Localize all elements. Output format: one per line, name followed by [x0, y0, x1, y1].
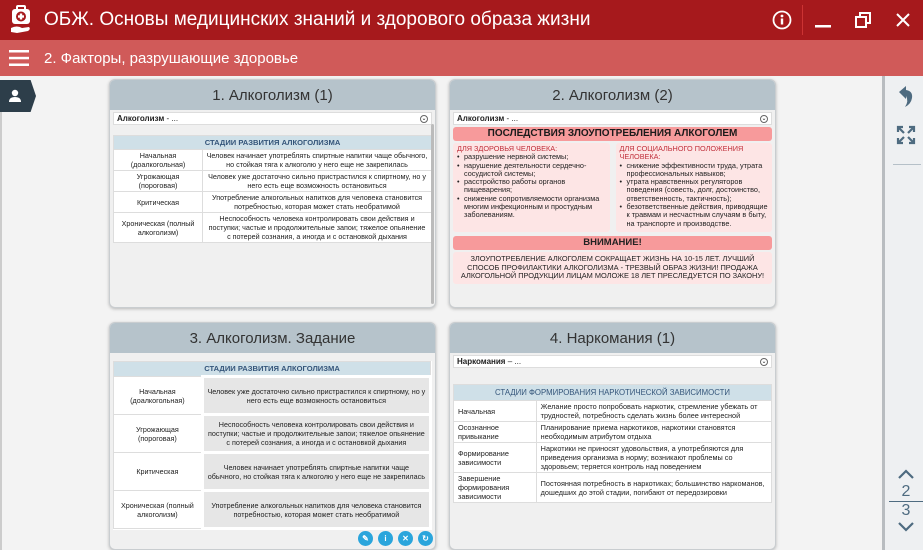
desc-cell: Человек начинает употреблять спиртные напитки чаще обычного, но стойкая тяга к алкоголю у него еще не закрепилась — [203, 150, 432, 171]
chevron-down-icon: ⌄ — [761, 115, 767, 122]
desc-cell: Планирование приема наркотиков, наркотики становятся необходимым атрибутом отдыха — [536, 422, 771, 443]
hint-icon: i — [384, 534, 387, 543]
draggable-answer[interactable]: Человек уже достаточно сильно пристрастился к спиртному, но у него есть еще возможность остановиться — [202, 377, 430, 415]
draggable-answer[interactable]: Человек начинает употреблять спиртные напитки чаще обычного, но стойкая тяга к алкоголю у него еще не закрепилась — [202, 453, 430, 491]
section-title: 2. Факторы, разрушающие здоровье — [44, 49, 299, 67]
table-header: СТАДИИ РАЗВИТИЯ АЛКОГОЛИЗМА — [114, 362, 431, 377]
close-button[interactable] — [883, 0, 923, 40]
minimize-button[interactable] — [803, 0, 843, 40]
card-title: 2. Алкоголизм (2) — [450, 80, 775, 110]
desc-cell: Желание просто попробовать наркотик, стремление убежать от трудностей, потребность сделать жизнь более интересной — [536, 401, 771, 422]
stage-cell: Критическая — [114, 453, 203, 491]
back-button[interactable] — [893, 84, 919, 110]
warning-text: ЗЛОУПОТРЕБЛЕНИЕ АЛКОГОЛЕМ СОКРАЩАЕТ ЖИЗНЬ НА 10-15 ЛЕТ. ЛУЧШИЙ СПОСОБ ПРОФИЛАКТИКИ АЛКОГОЛИЗМА - ТРЕЗВЫЙ ОБРАЗ ЖИЗНИ! ПРОДАЖА АЛКОГОЛЬНОЙ ПРОДУКЦИИ ЛИЦАМ МОЛОЖЕ 18 ЛЕТ ПРЕСЛЕДУЕТСЯ ПО ЗАКОНУ! — [453, 252, 772, 284]
table-row — [114, 171, 432, 192]
dropdown-label: Наркомания — [457, 357, 506, 366]
stage-cell: Хроническая (полный алкоголизм) — [114, 491, 203, 529]
right-panel — [882, 76, 923, 550]
dropdown-label: Алкоголизм — [457, 114, 505, 123]
table-row — [114, 377, 431, 415]
stage-cell: Завершение формирования зависимости — [454, 473, 537, 503]
task-table — [113, 361, 432, 530]
back-arrow-icon — [897, 86, 915, 108]
chevron-down-icon: ⌄ — [421, 115, 427, 122]
minimize-icon — [814, 11, 832, 29]
social-heading: ДЛЯ СОЦИАЛЬНОГО ПОЛОЖЕНИЯ ЧЕЛОВЕКА: — [619, 144, 744, 162]
dropdown-label: Алкоголизм — [117, 114, 165, 123]
list-item: • снижение сопротивляемости организма многим инфекционным и простудным заболеваниям. — [457, 195, 606, 220]
stage-cell: Угрожающая (пороговая) — [114, 171, 203, 192]
page-navigator — [889, 466, 923, 537]
dropdown-value: - ... — [164, 114, 179, 123]
consequences-title: ПОСЛЕДСТВИЯ ЗЛОУПОТРЕБЛЕНИЯ АЛКОГОЛЕМ — [453, 127, 772, 141]
table-row — [114, 415, 431, 453]
page-down-button[interactable] — [889, 519, 923, 537]
close-icon — [895, 12, 911, 28]
hint-button[interactable] — [378, 531, 393, 546]
list-item: • нарушение деятельности сердечно-сосудистой системы; — [457, 162, 606, 179]
card-narcomania-1[interactable] — [449, 322, 776, 550]
card-title: 4. Наркомания (1) — [450, 323, 775, 353]
desc-cell: Человек уже достаточно сильно пристрастился к спиртному, но у него есть еще возможность остановиться — [203, 171, 432, 192]
chevron-down-icon: ⌄ — [761, 358, 767, 365]
page-up-button[interactable] — [889, 466, 923, 484]
stages-table — [113, 135, 432, 243]
dropdown-value: – ... — [505, 357, 522, 366]
dropdown-value: - ... — [504, 114, 519, 123]
stage-cell: Хроническая (полный алкоголизм) — [114, 213, 203, 243]
hamburger-icon — [9, 49, 29, 67]
card-title: 1. Алкоголизм (1) — [110, 80, 435, 110]
card-alcoholism-1[interactable] — [109, 79, 436, 308]
card-alcoholism-2[interactable] — [449, 79, 776, 308]
check-icon: ✎ — [362, 534, 369, 543]
stage-cell: Угрожающая (пороговая) — [114, 415, 203, 453]
table-header: СТАДИИ ФОРМИРОВАНИЯ НАРКОТИЧЕСКОЙ ЗАВИСИМОСТИ — [454, 385, 772, 401]
stage-cell: Начальная — [454, 401, 537, 422]
health-consequences — [453, 143, 610, 232]
table-row — [454, 473, 772, 503]
restore-button[interactable] — [843, 0, 883, 40]
section-bar — [0, 40, 923, 76]
table-row — [454, 443, 772, 473]
desc-cell: Употребление алкогольных напитков для человека становится потребностью, которая может стать необратимой — [203, 192, 432, 213]
table-row — [114, 491, 431, 529]
stage-cell: Начальная (доалкогольная) — [114, 150, 203, 171]
social-consequences — [616, 143, 773, 232]
task-buttons — [358, 531, 433, 546]
table-row — [114, 213, 432, 243]
left-border — [0, 112, 2, 550]
current-page: 2 — [901, 483, 911, 500]
info-button[interactable] — [762, 0, 802, 40]
desc-cell: Наркотики не приносят удовольствия, а употребляются для приведения организма в норму; возникают проблемы со здоровьем; теряется контроль над поведением — [536, 443, 771, 473]
user-icon — [8, 89, 22, 103]
reset-button[interactable] — [418, 531, 433, 546]
info-icon — [772, 10, 792, 30]
narcomania-stages-table — [453, 384, 772, 503]
table-row — [114, 453, 431, 491]
restore-icon — [854, 11, 872, 29]
table-header: СТАДИИ РАЗВИТИЯ АЛКОГОЛИЗМА — [114, 136, 432, 150]
warning-title: ВНИМАНИЕ! — [453, 236, 772, 250]
table-row — [454, 422, 772, 443]
card-alcoholism-task[interactable] — [109, 322, 436, 550]
clear-icon: ✕ — [402, 534, 409, 543]
divider — [893, 164, 921, 165]
title-bar — [0, 0, 923, 40]
card-title: 3. Алкоголизм. Задание — [110, 323, 435, 353]
chevron-up-icon — [898, 469, 914, 479]
topic-dropdown[interactable] — [453, 112, 772, 125]
app-title: ОБЖ. Основы медицинских знаний и здорового образа жизни — [44, 9, 591, 30]
scrollbar[interactable] — [431, 124, 434, 304]
fullscreen-button[interactable] — [893, 122, 919, 148]
table-row — [454, 401, 772, 422]
stage-cell: Осознанное привыкание — [454, 422, 537, 443]
stage-cell: Критическая — [114, 192, 203, 213]
desc-cell: Неспособность человека контролировать свои действия и поступки; частые и продолжительные запои; тяжелое опьянение с потерей сознания, а иногда и с остановкой дыхания — [203, 213, 432, 243]
draggable-answer[interactable]: Неспособность человека контролировать свои действия и поступки; частые и продолжительные запои; тяжелое опьянение с потерей сознания, а иногда и с остановкой дыхания — [202, 415, 430, 453]
list-item: • безответственные действия, приводящие к травмам и несчастным случаям в быту, на транспорте и производстве. — [620, 203, 769, 228]
clear-button[interactable] — [398, 531, 413, 546]
total-pages: 3 — [901, 502, 911, 519]
topic-dropdown[interactable] — [113, 112, 432, 125]
health-heading: ДЛЯ ЗДОРОВЬЯ ЧЕЛОВЕКА: — [457, 144, 558, 153]
check-answer-button[interactable] — [358, 531, 373, 546]
chevron-down-icon — [898, 522, 914, 532]
list-item: • утрата нравственных регуляторов поведения (совесть, долг, достоинство, ответственность, тактичность); — [620, 178, 769, 203]
topic-dropdown[interactable] — [453, 355, 772, 368]
draggable-answer[interactable]: Употребление алкогольных напитков для человека становится потребностью, которая может стать необратимой — [202, 491, 430, 529]
desc-cell: Постоянная потребность в наркотиках; большинство наркоманов, дошедших до этой стадии, погибают от передозировки — [536, 473, 771, 503]
user-profile-button[interactable] — [0, 80, 36, 112]
reset-icon: ↻ — [422, 534, 429, 543]
table-row — [114, 150, 432, 171]
list-item: • разрушение нервной системы; — [457, 153, 606, 161]
menu-button[interactable] — [0, 40, 38, 76]
list-item: • снижение эффективности труда, утрата профессиональных навыков; — [620, 162, 769, 179]
fullscreen-icon — [896, 125, 916, 145]
table-row — [114, 192, 432, 213]
stage-cell: Формирование зависимости — [454, 443, 537, 473]
stage-cell: Начальная (доалкогольная) — [114, 377, 203, 415]
first-aid-kit-icon — [4, 0, 38, 40]
list-item: • расстройство работы органов пищеварения; — [457, 178, 606, 195]
